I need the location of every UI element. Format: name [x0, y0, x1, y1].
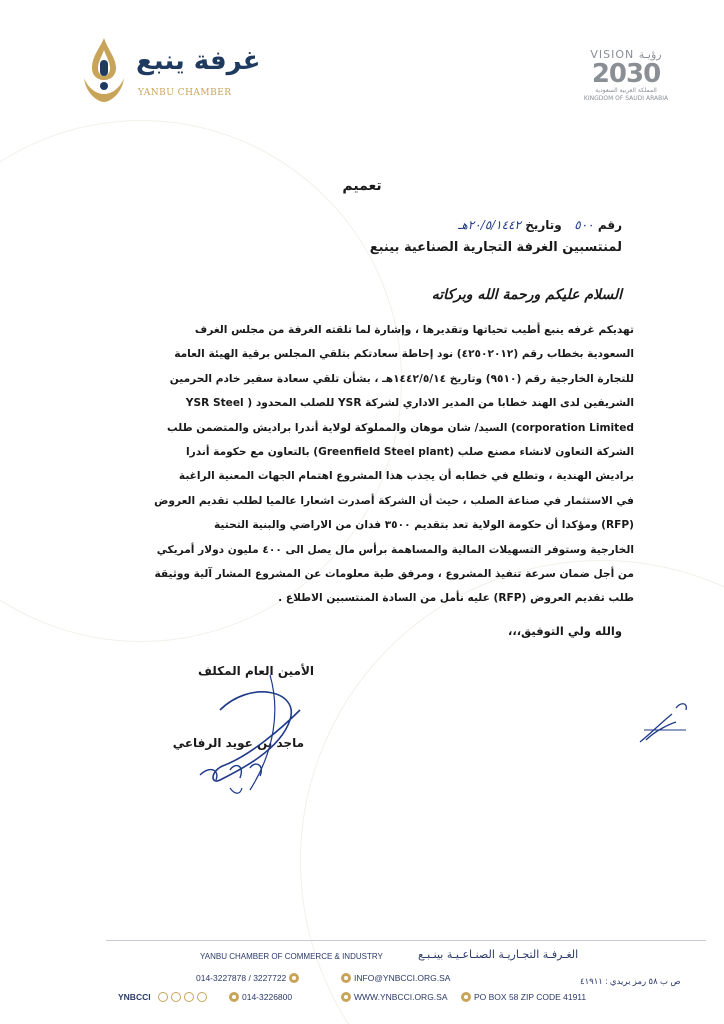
- body-line: الشركة التعاون لانشاء مصنع صلب (Greenfield Steel plant) بالتعاون مع حكومة أندرا: [186, 445, 634, 458]
- twitter-icon[interactable]: [158, 992, 168, 1002]
- footer-email: [338, 973, 450, 983]
- website-url: WWW.YNBCCI.ORG.SA: [354, 992, 448, 1002]
- date-label: وتاريخ: [525, 218, 562, 232]
- body-line: من أجل ضمان سرعة تنفيذ المشروع ، ومرفق طية معلومات عن المشروع المشار آلية ووثيقة: [154, 567, 634, 580]
- reference-number: ٥٠٠: [574, 218, 594, 232]
- phone-number: 014-3227878 / 3227722: [196, 973, 287, 983]
- vision-year: 2030: [591, 59, 661, 89]
- initials-mark: [636, 700, 696, 746]
- chamber-name-english: YANBU CHAMBER: [138, 88, 232, 98]
- email-address: INFO@YNBCCI.ORG.SA: [354, 973, 451, 983]
- footer-phone-primary: [196, 973, 302, 983]
- vision-subtitle-arabic: المملكة العربية السعودية: [595, 87, 657, 94]
- footer-divider: [106, 940, 706, 941]
- email-icon: [341, 973, 351, 983]
- vision-label: VISION رؤيـة: [590, 48, 662, 61]
- signatory-title: الأمين العام المكلف: [197, 664, 314, 678]
- body-line: corporation Limited) السيد/ شان موهان والمملوكة لولاية أندرا براديش والمتضمن طلب: [167, 421, 634, 434]
- body-line: (RFP) ومؤكدا أن حكومة الولاية تعد بتقديم ٣٥٠٠ فدان من الاراضي والبنية التحتية: [214, 519, 634, 532]
- addressee: لمنتسبين الغرفة التجارية الصناعية بينبع: [369, 240, 622, 255]
- body-line: براديش الهندية ، وتطلع في خطابه أن يجذب هذا المشروع اهتمام الجهات المعنية الراغبة: [178, 470, 634, 483]
- instagram-icon[interactable]: [184, 992, 194, 1002]
- footer-pobox-english: [458, 992, 586, 1002]
- footer-pobox-arabic: [580, 976, 681, 987]
- fax-number: 014-3226800: [242, 992, 293, 1002]
- handwritten-signature: [180, 670, 340, 800]
- footer-phone-secondary: [226, 992, 292, 1002]
- phone-icon: [289, 973, 299, 983]
- yanbu-chamber-logo: [74, 36, 261, 106]
- reference-line: [458, 218, 622, 232]
- footer-website: [338, 992, 448, 1002]
- greeting: السلام عليكم ورحمة الله وبركاته: [431, 287, 622, 303]
- closing-line: والله ولي التوفيق،،،: [507, 624, 622, 638]
- social-handle: YNBCCI: [118, 992, 151, 1002]
- body-line: للتجارة الخارجية رقم (٩٥١٠) وتاريخ ١٤٤٢/٥/١٤هـ ، بشأن تلقي سعادة سفير خادم الحرمين: [169, 372, 634, 385]
- body-line: تهديكم غرفه ينبع أطيب تحياتها وتقديرها ، وإشارة لما تلقته الغرفة من مجلس الغرف: [194, 324, 634, 336]
- signatory-name: ماجد بن عويد الرفاعي: [172, 736, 304, 750]
- body-line: الخارجية وستوفر التسهيلات المالية والمساهمة برأس مال يصل الى ٤٠٠ مليون دولار أمريكي: [156, 543, 634, 556]
- letter-body: [88, 318, 634, 611]
- globe-icon: [341, 992, 351, 1002]
- body-line: الشريفين لدى الهند خطابا من المدير الاداري لشركة YSR للصلب المحدود ( YSR Steel: [185, 397, 634, 410]
- footer-org-arabic: الغـرفـة التجـاريـة الصنـاعـيـة بينـبـع: [418, 948, 579, 961]
- date-value: ٢٠/٥/١٤٤٢هـ: [457, 218, 521, 232]
- reference-label: رقم: [597, 218, 622, 232]
- pobox-english: PO BOX 58 ZIP CODE 41911: [474, 992, 587, 1002]
- vision-subtitle-english: KINGDOM OF SAUDI ARABIA: [583, 95, 669, 102]
- chamber-name-arabic: غرفة ينبع: [136, 46, 261, 76]
- vision-2030-logo: [578, 48, 674, 112]
- letter-title: تعميم: [342, 178, 382, 194]
- pobox-arabic: ص ب ٥٨ رمز بريدي : ٤١٩١١: [580, 976, 681, 986]
- mailbox-icon: [461, 992, 471, 1002]
- chamber-emblem-icon: [74, 36, 134, 106]
- body-line: السعودية بخطاب رقم (٤٢٥٠٢٠١٢) نود إحاطة سعادتكم بتلقي المجلس برقية الهيئة العامة: [174, 348, 634, 361]
- footer-org-english: YANBU CHAMBER OF COMMERCE & INDUSTRY: [200, 952, 383, 961]
- fax-icon: [229, 992, 239, 1002]
- body-line: في الاستثمار في صناعة الصلب ، حيث أن الشركة أصدرت اشعارا عالميا لطلب تقديم العروض: [154, 494, 634, 507]
- facebook-icon[interactable]: [171, 992, 181, 1002]
- footer-social: [118, 992, 207, 1002]
- youtube-icon[interactable]: [197, 992, 207, 1002]
- body-line: طلب تقديم العروض (RFP) عليه نأمل من السادة المنتسبين الاطلاع .: [278, 592, 634, 605]
